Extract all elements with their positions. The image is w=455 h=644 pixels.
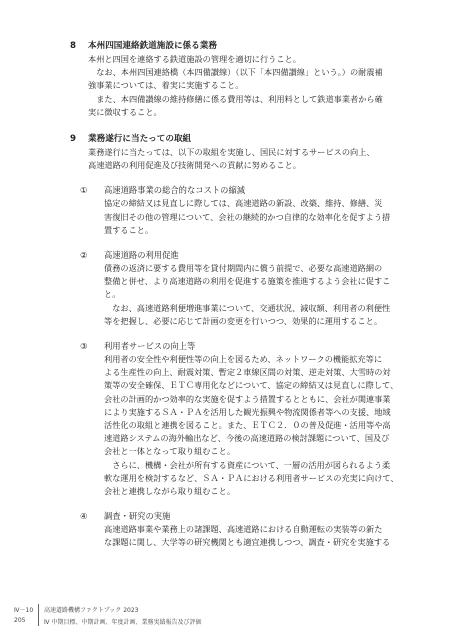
document-body bbox=[70, 40, 410, 550]
chapter-title: Ⅳ 中期目標、中期計画、年度計画、業務実績報告及び評価 bbox=[44, 619, 202, 626]
item-2-body: 債務の返済に要する費用等を貸付期間内に償う前提で、必要な高速道路網の 整備と併せ、より高速道路の利用を促進する施策を推進するよう会社に促すこ と。 なお、高速道路利便増進事業について、交通状況、減収額、利用者の利便性 等を把握し、必要に応じて計画の変更を行いつつ、効果的に運用すること。 bbox=[104, 263, 391, 326]
section-9-heading bbox=[70, 133, 410, 146]
section-9-intro: 業務遂行に当たっては、以下の取組を実施し、国民に対するサービスの向上、 高速道路の利用促進及び技術開発への貢献に努めること。 bbox=[88, 147, 375, 171]
page-number: 205 bbox=[14, 617, 26, 624]
item-1-number: ① bbox=[80, 185, 88, 196]
item-3-body: 利用者の安全性や利便性等の向上を図るため、ネットワークの機能拡充等に よる生産性の向上、耐震対策、暫定２車線区間の対策、逆走対策、大雪時の対 策等の安全確保、ＥＴＣ専用化などについて、協定の締結又は見直しに際して、 会社の計画的かつ効率的な実施を促すよう措置するとともに、会社が関連事業 により実施するＳＡ・ＰＡを活用した観光振興や物流関係者等への支援、地域 活性化の取組と連携を図ること。また、ＥＴＣ２．０の普及促進・活用等や高 速道路システムの海外輸出など、今後の高速道路の検討課題について、国及び 会社と一体となって取り組むこと。 さらに、機構・会社が所有する資産について、一層の活用が図られるよう柔 軟な運用を検討するなど、ＳＡ・ＰＡにおける利用者サービスの充実に向けて、 会社と連携しながら取り組むこと。 bbox=[104, 354, 399, 497]
item-4-title: 調査・研究の実施 bbox=[104, 511, 171, 522]
section-9 bbox=[70, 133, 410, 550]
page-roman-number: Ⅳ－10 bbox=[14, 607, 34, 614]
section-9-number: 9 bbox=[70, 134, 76, 145]
item-3-heading bbox=[80, 340, 410, 353]
item-2-number: ② bbox=[80, 250, 88, 261]
item-2-heading bbox=[80, 249, 410, 262]
item-2-title: 高速道路の利用促進 bbox=[104, 250, 179, 261]
footer-divider bbox=[38, 604, 39, 626]
book-title: 高速道路機構ファクトブック 2023 bbox=[44, 607, 139, 614]
page-footer bbox=[0, 600, 455, 644]
item-1-title: 高速道路事業の総合的なコストの縮減 bbox=[104, 185, 246, 196]
item-4-body: 高速道路事業や業務上の諸課題、高速道路における自動運転の実装等の新た な課題に関し、大学等の研究機関とも適宜連携しつつ、調査・研究を実施する bbox=[104, 524, 391, 548]
section-8-heading bbox=[70, 40, 410, 53]
section-8-number: 8 bbox=[70, 41, 76, 51]
item-4-heading bbox=[80, 510, 410, 523]
section-8-title: 本州四国連絡鉄道施設に係る業務 bbox=[88, 41, 217, 51]
section-8-body: 本州と四国を連絡する鉄道施設の管理を適切に行うこと。 なお、本州四国連絡橋（本四備讃線）（以下「本四備讃線」という。）の耐震補 強事業については、着実に実施すること。 また、本四備讃線の維持修繕に係る費用等は、利用料として鉄道事業者から確 実に徴収すること。 bbox=[88, 54, 383, 117]
item-4-number: ④ bbox=[80, 511, 88, 522]
item-3-title: 利用者サービスの向上等 bbox=[104, 341, 196, 352]
item-1-heading bbox=[80, 184, 410, 197]
section-9-title: 業務遂行に当たっての取組 bbox=[88, 134, 192, 145]
item-1-body: 協定の締結又は見直しに際しては、高速道路の新設、改築、維持、修繕、災 害復旧その他の管理について、会社の継続的かつ自律的な効率化を促すよう措 置すること。 bbox=[104, 198, 391, 235]
section-8 bbox=[70, 40, 410, 119]
item-3-number: ③ bbox=[80, 341, 88, 352]
